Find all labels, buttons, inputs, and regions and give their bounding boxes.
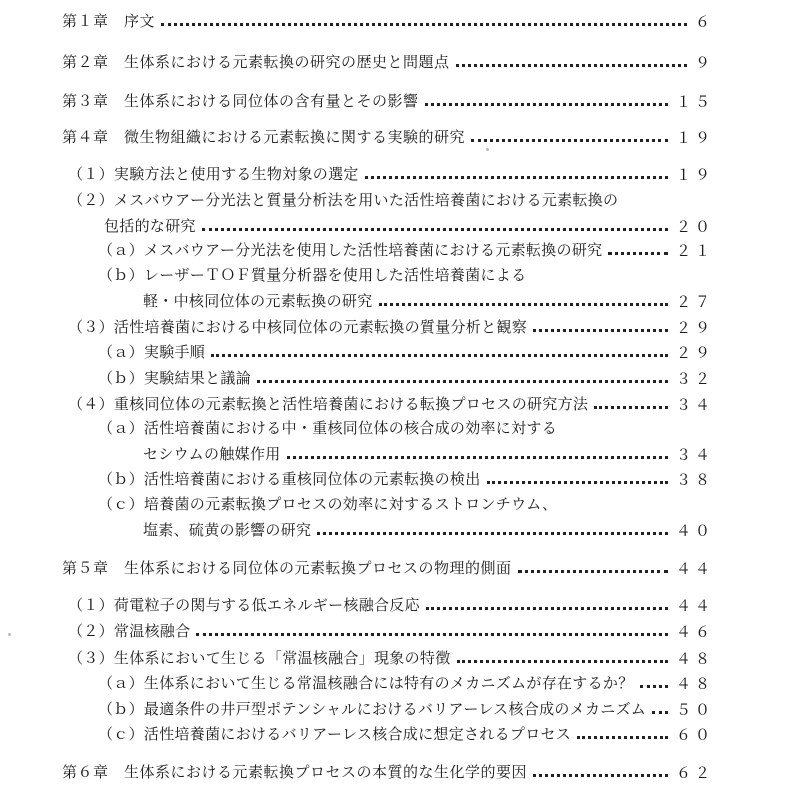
toc-entry-page: １９ — [675, 128, 714, 147]
toc-entry-subsection-4-4-a[interactable] — [0, 415, 800, 465]
toc-entry-title: 第２章 生体系における元素転換の研究の歴史と問題点 — [62, 53, 450, 71]
dot-leader — [487, 481, 668, 484]
toc-entry-title: （４）重核同位体の元素転換と活性培養菌における転換プロセスの研究方法 — [68, 395, 589, 413]
dot-leader — [652, 711, 668, 714]
dot-leader — [257, 380, 668, 383]
dot-leader — [211, 354, 668, 357]
toc-entry-page: １９ — [675, 165, 714, 184]
toc-entry-page: ５０ — [675, 700, 714, 719]
toc-entry-section-4-2[interactable] — [0, 187, 800, 237]
toc-entry-page: ２０ — [675, 217, 714, 236]
toc-entry-title-continuation: 塩素、硫黄の影響の研究 — [143, 521, 312, 539]
toc-entry-chapter-2[interactable] — [0, 49, 800, 75]
dot-leader — [608, 252, 668, 255]
dot-leader — [379, 303, 668, 306]
toc-entry-subsection-4-2-b[interactable] — [0, 262, 800, 312]
toc-entry-title: （ｃ）培養菌の元素転換プロセスの効率に対するストロンチウム、 — [98, 495, 558, 513]
toc-entry-title: 第１章 序文 — [62, 12, 156, 30]
dot-leader — [533, 774, 668, 777]
toc-entry-subsection-4-3-a[interactable] — [0, 339, 800, 365]
toc-entry-chapter-4[interactable] — [0, 124, 800, 150]
toc-entry-subsection-4-2-a[interactable] — [0, 237, 800, 263]
toc-entry-page: １５ — [675, 92, 714, 111]
toc-entry-section-5-1[interactable] — [0, 592, 800, 618]
toc-entry-title-continuation: セシウムの触媒作用 — [143, 445, 281, 463]
dot-leader — [202, 228, 668, 231]
toc-entry-page: ２９ — [675, 343, 714, 362]
dot-leader — [287, 456, 668, 459]
toc-entry-chapter-6[interactable] — [0, 759, 800, 785]
toc-entry-title: 第３章 生体系における同位体の含有量とその影響 — [62, 92, 419, 110]
dot-leader — [196, 633, 668, 636]
toc-entry-title: （２）メスバウアー分光法と質量分析法を用いた活性培養菌における元素転換の — [68, 191, 619, 209]
toc-entry-page: ２７ — [675, 292, 714, 311]
dot-leader — [456, 64, 687, 67]
toc-entry-title: （１）荷電粒子の関与する低エネルギー核融合反応 — [68, 596, 420, 614]
toc-entry-title: （２）常温核融合 — [68, 622, 191, 640]
dot-leader — [533, 329, 668, 332]
toc-entry-page: ４０ — [675, 521, 714, 540]
toc-entry-section-4-3[interactable] — [0, 314, 800, 340]
toc-entry-page: ６２ — [675, 763, 714, 782]
toc-entry-page: ６ — [694, 12, 714, 31]
toc-entry-title-continuation: 包括的な研究 — [104, 217, 196, 235]
toc-entry-subsection-4-4-c[interactable] — [0, 491, 800, 541]
toc-entry-page: ４８ — [675, 674, 714, 693]
toc-entry-chapter-5[interactable] — [0, 555, 800, 581]
toc-entry-title: （ｂ）実験結果と議論 — [98, 369, 252, 387]
toc-entry-title: （ａ）活性培養菌における中・重核同位体の核合成の効率に対する — [98, 419, 558, 437]
toc-entry-page: ９ — [694, 53, 714, 72]
dot-leader — [577, 736, 668, 739]
dot-leader — [426, 607, 668, 610]
toc-entry-title: （１）実験方法と使用する生物対象の選定 — [68, 165, 359, 183]
toc-entry-title: （ｃ）活性培養菌におけるバリアーレス核合成に想定されるプロセス — [98, 725, 572, 743]
toc-entry-title: （ａ）生体系において生じる常温核融合には特有のメカニズムが存在するか？ — [98, 674, 634, 692]
scan-speck — [486, 148, 489, 151]
toc-entry-page: ２１ — [675, 241, 714, 260]
toc-entry-page: ６０ — [675, 725, 714, 744]
toc-entry-chapter-3[interactable] — [0, 88, 800, 114]
toc-entry-title: （ｂ）最適条件の井戸型ポテンシャルにおけるバリアーレス核合成のメカニズム — [98, 700, 647, 718]
toc-entry-page: ４４ — [675, 596, 714, 615]
toc-entry-page: ４８ — [675, 649, 714, 668]
toc-entry-title: （ｂ）活性培養菌における重核同位体の元素転換の検出 — [98, 470, 481, 488]
toc-entry-title: 第５章 生体系における同位体の元素転換プロセスの物理的側面 — [62, 559, 512, 577]
toc-entry-subsection-4-4-b[interactable] — [0, 466, 800, 492]
toc-entry-page: ３４ — [675, 445, 714, 464]
dot-leader — [365, 176, 668, 179]
dot-leader — [518, 570, 668, 573]
toc-entry-chapter-1[interactable] — [0, 8, 800, 34]
toc-entry-section-4-1[interactable] — [0, 161, 800, 187]
toc-entry-subsection-4-3-b[interactable] — [0, 365, 800, 391]
toc-entry-title: （ａ）メスバウアー分光法を使用した活性培養菌における元素転換の研究 — [98, 241, 603, 259]
dot-leader — [594, 406, 668, 409]
toc-entry-subsection-5-3-a[interactable] — [0, 670, 800, 696]
toc-entry-page: ４４ — [675, 559, 714, 578]
dot-leader — [640, 685, 668, 688]
toc-entry-title: （ｂ）レーザーＴＯＦ質量分析器を使用した活性培養菌による — [98, 266, 527, 284]
toc-entry-section-5-2[interactable] — [0, 618, 800, 644]
toc-entry-subsection-5-3-b[interactable] — [0, 696, 800, 722]
toc-entry-subsection-5-3-c[interactable] — [0, 721, 800, 747]
dot-leader — [457, 660, 668, 663]
dot-leader — [161, 23, 687, 26]
dot-leader — [317, 532, 668, 535]
toc-entry-title: （ａ）実験手順 — [98, 343, 206, 361]
toc-entry-title: 第６章 生体系における元素転換プロセスの本質的な生化学的要因 — [62, 763, 528, 781]
toc-entry-page: ３２ — [675, 369, 714, 388]
toc-entry-title: （３）生体系において生じる「常温核融合」現象の特徴 — [68, 649, 451, 667]
toc-entry-page: ２９ — [675, 318, 714, 337]
scan-speck — [8, 633, 11, 636]
dot-leader — [471, 139, 668, 142]
toc-entry-section-5-3[interactable] — [0, 645, 800, 671]
toc-entry-page: ４６ — [675, 622, 714, 641]
toc-entry-section-4-4[interactable] — [0, 391, 800, 417]
toc-entry-title-continuation: 軽・中核同位体の元素転換の研究 — [143, 292, 373, 310]
dot-leader — [425, 103, 668, 106]
toc-entry-title: 第４章 微生物組織における元素転換に関する実験的研究 — [62, 128, 466, 146]
toc-entry-title: （３）活性培養菌における中核同位体の元素転換の質量分析と観察 — [68, 318, 528, 336]
toc-entry-page: ３８ — [675, 470, 714, 489]
toc-entry-page: ３４ — [675, 395, 714, 414]
